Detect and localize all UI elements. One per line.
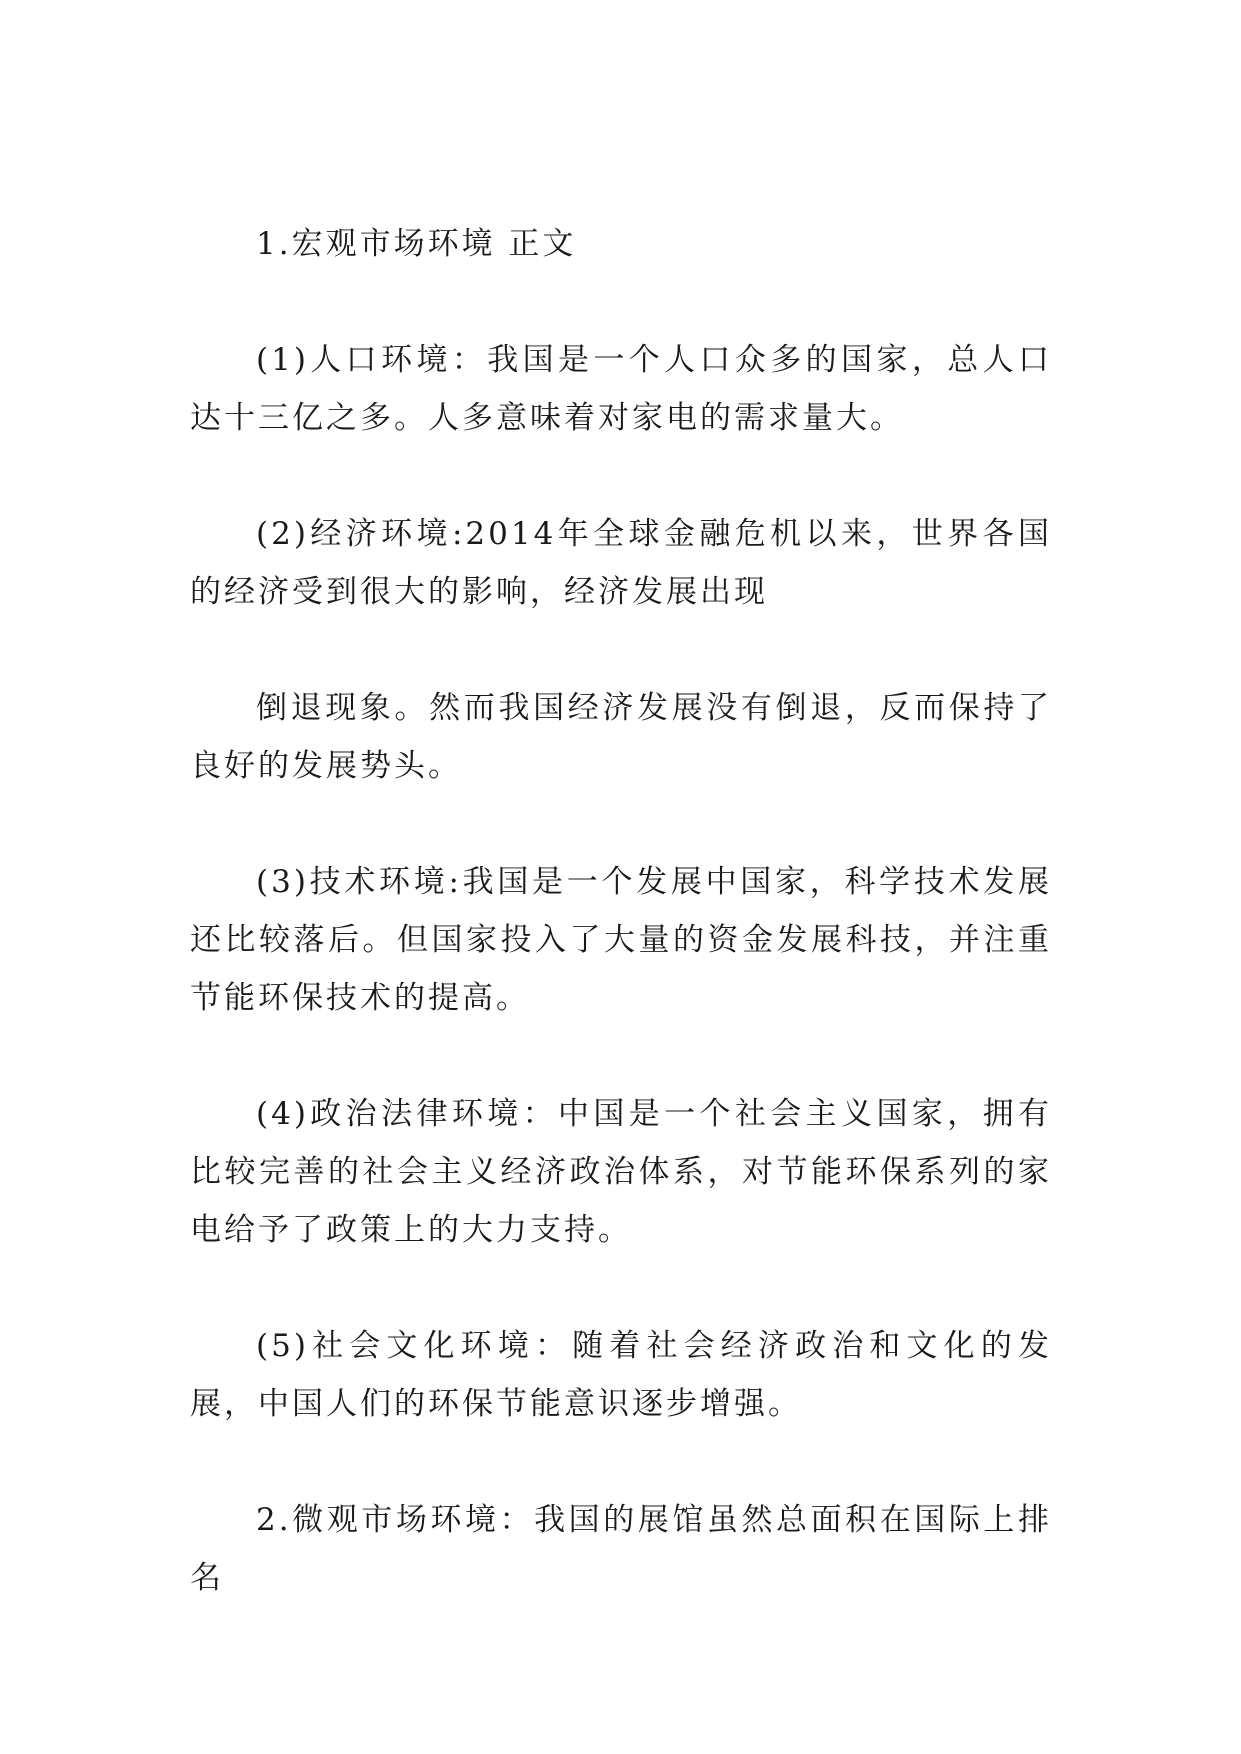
heading-macro-environment: 1.宏观市场环境 正文 xyxy=(256,226,577,262)
paragraph-politics-law: (4)政治法律环境：中国是一个社会主义国家，拥有比较完善的社会主义经济政治体系，对节能环保系列的家电给予了政策上的大力支持。 xyxy=(190,1096,1052,1248)
document-page xyxy=(190,215,1052,1607)
paragraph-technology: (3)技术环境:我国是一个发展中国家，科学技术发展还比较落后。但国家投入了大量的资金发展科技，并注重节能环保技术的提高。 xyxy=(190,864,1052,1016)
paragraph-social-culture: (5)社会文化环境：随着社会经济政治和文化的发展，中国人们的环保节能意识逐步增强。 xyxy=(190,1328,1052,1422)
paragraph-gap xyxy=(190,1433,1052,1491)
paragraph-gap xyxy=(190,795,1052,853)
paragraph-gap xyxy=(190,1259,1052,1317)
paragraph-gap xyxy=(190,273,1052,331)
paragraph-gap xyxy=(190,447,1052,505)
heading-micro-environment: 2.微观市场环境：我国的展馆虽然总面积在国际上排名 xyxy=(190,1502,1052,1596)
paragraph-gap xyxy=(190,1027,1052,1085)
paragraph-economy: (2)经济环境:2014年全球金融危机以来，世界各国的经济受到很大的影响，经济发展出现 xyxy=(190,516,1052,610)
paragraph-economy-continued: 倒退现象。然而我国经济发展没有倒退，反而保持了良好的发展势头。 xyxy=(190,690,1052,784)
paragraph-gap xyxy=(190,621,1052,679)
paragraph-population: (1)人口环境：我国是一个人口众多的国家，总人口达十三亿之多。人多意味着对家电的需求量大。 xyxy=(190,342,1052,436)
